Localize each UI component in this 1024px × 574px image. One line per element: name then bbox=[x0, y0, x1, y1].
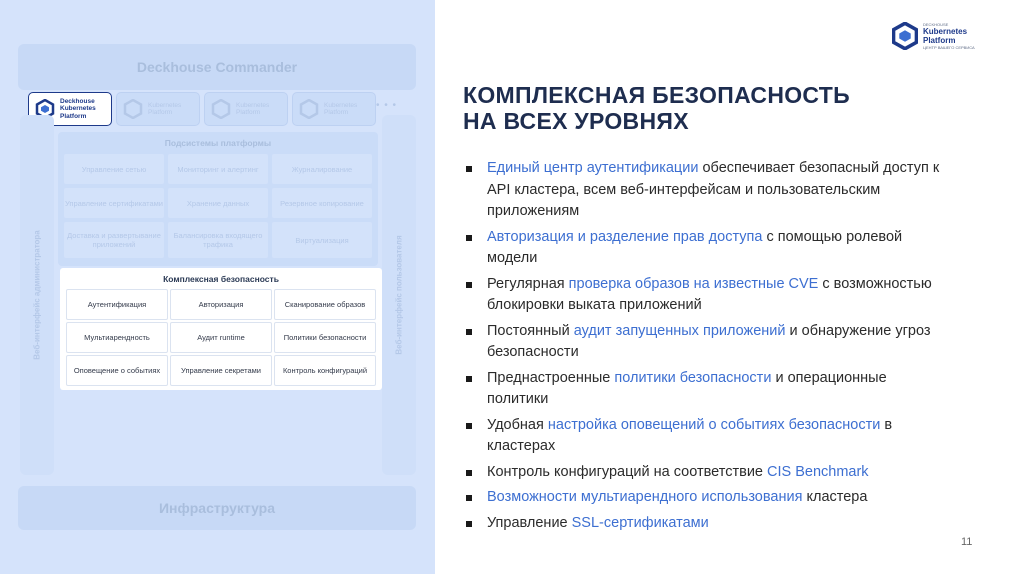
list-item bbox=[466, 487, 946, 509]
list-item bbox=[466, 415, 946, 458]
brand-line2: Platform bbox=[923, 36, 956, 45]
item-text: с помощью ролевой модели bbox=[487, 228, 903, 266]
item-highlight: настройка оповещений о событиях безопасности bbox=[547, 416, 881, 433]
platform-cell: Мониторинг и алертинг bbox=[168, 154, 268, 184]
item-text: Контроль конфигураций на соответствие bbox=[487, 463, 768, 480]
brand-line1: Kubernetes bbox=[923, 27, 968, 36]
item-text: в кластерах bbox=[487, 416, 893, 454]
security-cell: Управление секретами bbox=[170, 355, 272, 386]
slide-title-line2: НА ВСЕХ УРОВНЯХ bbox=[463, 108, 689, 134]
platform-cell: Виртуализация bbox=[272, 222, 372, 258]
user-ui-label: Веб-интерфейс пользователя bbox=[394, 235, 404, 355]
item-highlight: Возможности мультиарендного использования bbox=[487, 489, 803, 505]
list-item bbox=[466, 227, 946, 270]
list-item bbox=[466, 158, 946, 223]
feature-list bbox=[466, 158, 946, 538]
hexagon-logo-icon bbox=[211, 99, 231, 119]
item-text: Регулярная bbox=[487, 275, 569, 292]
brand-small-bottom: ЦЕНТР ВАШЕГО СЕРВИСА bbox=[923, 45, 975, 50]
list-item bbox=[466, 368, 946, 411]
user-ui-column bbox=[382, 115, 416, 475]
bullet-icon bbox=[466, 376, 472, 382]
dkp-card-ghost bbox=[292, 92, 376, 126]
security-subsystems bbox=[60, 268, 382, 390]
admin-ui-label: Веб-интерфейс администратора bbox=[32, 230, 42, 360]
item-text: Управление bbox=[487, 514, 572, 531]
security-cell: Авторизация bbox=[170, 289, 272, 320]
platform-cell: Управление сетью bbox=[64, 154, 164, 184]
platform-cell: Хранение данных bbox=[168, 188, 268, 218]
dkp-line3: Platform bbox=[60, 112, 87, 120]
dkp-ghost-line1: Kubernetes bbox=[236, 101, 270, 109]
item-text: и обнаружение угроз безопасности bbox=[487, 322, 931, 360]
security-cell: Аутентификация bbox=[66, 289, 168, 320]
platform-subsystems bbox=[58, 132, 378, 266]
bullet-icon bbox=[466, 423, 472, 429]
item-text: с возможностью блокировки выката приложений bbox=[487, 275, 932, 313]
platform-cell: Доставка и развертывание приложений bbox=[64, 222, 164, 258]
dkp-ghost-line1: Kubernetes bbox=[148, 101, 182, 109]
platform-cell: Резервное копирование bbox=[272, 188, 372, 218]
security-cell: Контроль конфигураций bbox=[274, 355, 376, 386]
dkp-line1: Deckhouse bbox=[60, 97, 95, 105]
item-text: кластера bbox=[802, 489, 868, 505]
commander-block: Deckhouse Commander bbox=[18, 44, 416, 90]
slide-title-line1: КОМПЛЕКСНАЯ БЕЗОПАСНОСТЬ bbox=[463, 82, 850, 108]
more-ellipsis: • • • bbox=[376, 100, 398, 111]
admin-ui-column bbox=[20, 115, 54, 475]
security-cell: Оповещение о событиях bbox=[66, 355, 168, 386]
platform-cell: Журналирование bbox=[272, 154, 372, 184]
platform-title: Подсистемы платформы bbox=[164, 138, 272, 148]
dkp-ghost-line2: Platform bbox=[236, 109, 261, 116]
architecture-diagram bbox=[0, 0, 435, 574]
platform-cell: Балансировка входящего трафика bbox=[168, 222, 268, 258]
item-text: и операционные политики bbox=[487, 369, 887, 407]
brand-small-top: DECKHOUSE bbox=[923, 22, 949, 27]
hexagon-logo-icon bbox=[892, 22, 918, 50]
hexagon-logo-icon bbox=[299, 99, 319, 119]
item-text: Удобная bbox=[487, 416, 548, 433]
list-item bbox=[466, 513, 946, 535]
list-item bbox=[466, 274, 946, 317]
page-number: 11 bbox=[961, 536, 973, 548]
list-item bbox=[466, 462, 946, 484]
item-highlight: SSL-сертификатами bbox=[571, 514, 709, 531]
item-highlight: аудит запущенных приложений bbox=[573, 322, 786, 339]
item-highlight: Авторизация и разделение прав доступа bbox=[487, 228, 763, 245]
bullet-icon bbox=[466, 470, 472, 476]
hexagon-logo-icon bbox=[123, 99, 143, 119]
bullet-icon bbox=[466, 495, 472, 501]
security-cell: Политики безопасности bbox=[274, 322, 376, 353]
dkp-card-ghost bbox=[204, 92, 288, 126]
slide-title bbox=[463, 82, 850, 134]
dkp-ghost-line1: Kubernetes bbox=[324, 101, 358, 109]
dkp-line2: Kubernetes bbox=[60, 105, 96, 113]
dkp-ghost-line2: Platform bbox=[148, 109, 173, 116]
security-cell: Мультиарендность bbox=[66, 322, 168, 353]
item-highlight: политики безопасности bbox=[614, 369, 772, 386]
platform-cell: Управление сертификатами bbox=[64, 188, 164, 218]
bullet-icon bbox=[466, 329, 472, 335]
bullet-icon bbox=[466, 166, 472, 172]
dkp-ghost-line2: Platform bbox=[324, 109, 349, 116]
security-cell: Аудит runtime bbox=[170, 322, 272, 353]
infrastructure-block: Инфраструктура bbox=[18, 486, 416, 530]
item-text: Преднастроенные bbox=[487, 369, 615, 386]
security-title: Комплексная безопасность bbox=[163, 274, 279, 284]
item-text: обеспечивает безопасный доступ к API кластера, всем веб-интерфейсам и пользовательским приложениям bbox=[487, 160, 940, 219]
bullet-icon bbox=[466, 235, 472, 241]
item-highlight: CIS Benchmark bbox=[767, 463, 869, 480]
item-highlight: проверка образов на известные CVE bbox=[568, 275, 819, 292]
brand-logo bbox=[892, 22, 975, 50]
bullet-icon bbox=[466, 521, 472, 527]
item-text: Постоянный bbox=[487, 322, 574, 339]
dkp-card-ghost bbox=[116, 92, 200, 126]
list-item bbox=[466, 321, 946, 364]
security-cell: Сканирование образов bbox=[274, 289, 376, 320]
bullet-icon bbox=[466, 282, 472, 288]
item-highlight: Единый центр аутентификации bbox=[487, 160, 699, 176]
